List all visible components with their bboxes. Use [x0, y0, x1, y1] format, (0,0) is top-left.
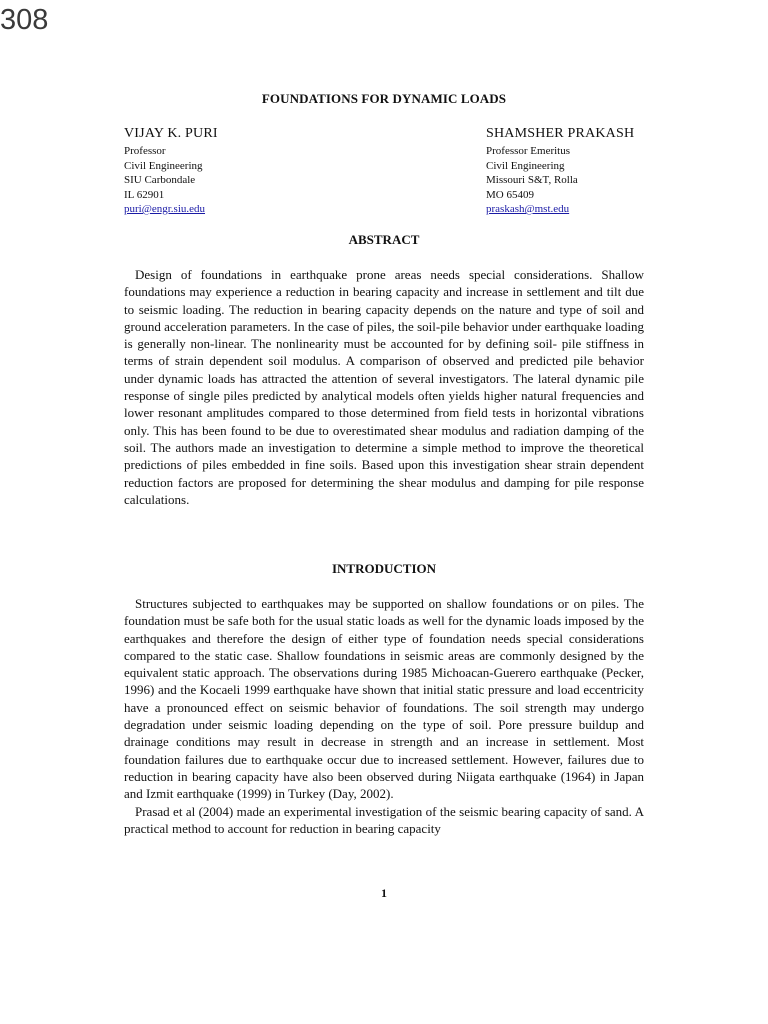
author-department: Civil Engineering: [124, 159, 203, 172]
page-number: 1: [381, 886, 387, 900]
author-title: Professor: [124, 145, 166, 157]
introduction-paragraph-1: Structures subjected to earthquakes may be supported on shallow foundations or on piles. The foundation must be safe both for the usual static loads as well for the dynamic loads imposed by the earthquakes and therefore the design of either type of foundation needs special considerations compared to the static case. Shallow foundations in seismic areas are commonly designed by the equivalent static approach. The observations during 1985 Michoacan-Guerero earthquake (Pecker, 1996) and the Kocaeli 1999 earthquake have shown that initial static pressure and load eccentricity have a pronounced effect on seismic behavior of foundations. The soil strength may undergo degradation under seismic loading depending on the type of soil. Pore pressure buildup and drainage conditions may result in decrease in strength and an increase in settlement. Most foundation failures due to earthquake occur due to increased settlement. However, failures due to reduction in bearing capacity have also been observed during Niigata earthquake (1964) in Japan and Izmit earthquake (1999) in Turkey (Day, 2002).: [124, 596, 644, 802]
author-block-1: [124, 125, 218, 217]
author-location: MO 65409: [486, 188, 534, 201]
author-name: SHAMSHER PRAKASH: [486, 126, 635, 141]
author-institution: Missouri S&T, Rolla: [486, 174, 578, 186]
paper-title: FOUNDATIONS FOR DYNAMIC LOADS: [261, 91, 507, 106]
abstract-heading: ABSTRACT: [348, 232, 420, 247]
author-email-link[interactable]: praskash@mst.edu: [486, 203, 570, 215]
abstract-paragraph: Design of foundations in earthquake prone areas needs special considerations. Shallow foundations may experience a reduction in bearing capacity and increase in settlement and tilt due to seismic loading. The reduction in bearing capacity depends on the nature and type of soil and ground acceleration parameters. In the case of piles, the soil-pile behavior under earthquake loading is generally non-linear. The nonlinearity must be accounted for by defining soil- pile stiffness in terms of strain dependent soil modulus. A comparison of observed and predicted pile behavior under dynamic loads has attracted the attention of several investigators. The lateral dynamic pile response of single piles predicted by analytical models often yields higher natural frequencies and lower resonant amplitudes compared to those determined from field tests in horizontal vibrations only. This has been found to be due to overestimated shear modulus and radiation damping of the soil. The authors made an investigation to determine a simple method to improve the theoretical predictions of piles embedded in fine soils. Based upon this investigation shear strain dependent reduction factors are proposed for determining the shear modulus and damping for pile response calculations.: [124, 267, 644, 507]
author-block-2: [486, 125, 634, 217]
author-email-link[interactable]: puri@engr.siu.edu: [124, 203, 206, 215]
author-department: Civil Engineering: [486, 159, 565, 172]
author-name: VIJAY K. PURI: [124, 126, 218, 141]
author-institution: SIU Carbondale: [124, 174, 196, 186]
introduction-paragraph-2: Prasad et al (2004) made an experimental investigation of the seismic bearing capacity of sand. A practical method to account for reduction in bearing capacity: [124, 803, 644, 836]
page-counter: 308: [0, 4, 49, 36]
introduction-body: [124, 595, 644, 837]
author-location: IL 62901: [124, 188, 165, 201]
abstract-body: [124, 266, 644, 508]
author-title: Professor Emeritus: [486, 145, 571, 157]
introduction-heading: INTRODUCTION: [331, 561, 436, 576]
